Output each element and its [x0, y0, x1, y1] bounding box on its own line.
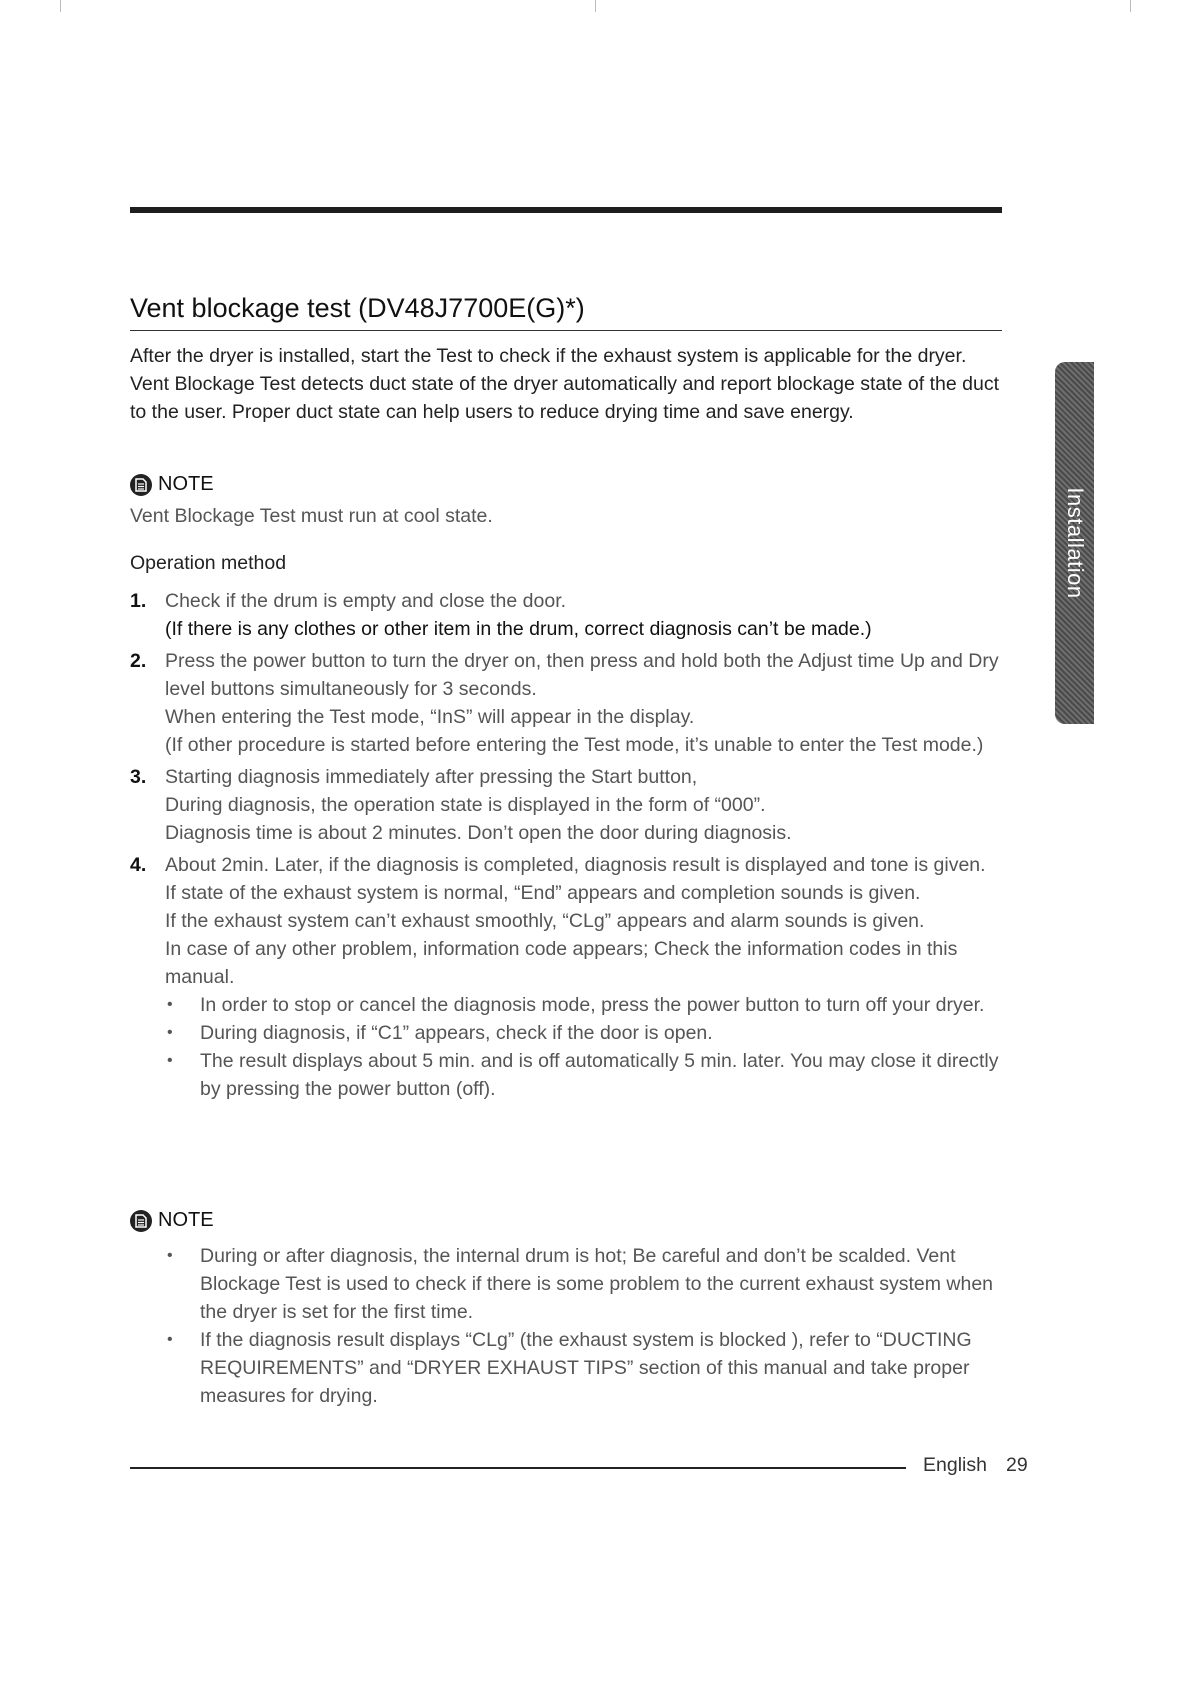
note-label: NOTE — [158, 1209, 214, 1231]
step-3 — [130, 763, 1000, 847]
note-icon — [130, 474, 152, 496]
step-line: When entering the Test mode, “InS” will appear in the display. — [165, 706, 695, 728]
step-line: If state of the exhaust system is normal, “End” appears and completion sounds is given. — [165, 882, 921, 904]
note-bullets — [165, 1242, 1000, 1410]
step-line: Diagnosis time is about 2 minutes. Don’t open the door during diagnosis. — [165, 822, 792, 844]
step-4-bullets — [165, 991, 1000, 1103]
bullet-item: • During diagnosis, if “C1” appears, check if the door is open. — [165, 1019, 1000, 1047]
side-tab-label: Installation — [1062, 487, 1088, 599]
crop-mark — [60, 0, 61, 12]
step-line: (If other procedure is started before entering the Test mode, it’s unable to enter the Test mode.) — [165, 734, 984, 756]
bullet-item: • In order to stop or cancel the diagnosis mode, press the power button to turn off your dryer. — [165, 991, 1000, 1019]
footer-rule — [130, 1467, 906, 1469]
top-rule — [130, 207, 1002, 213]
step-line: If the exhaust system can’t exhaust smoothly, “CLg” appears and alarm sounds is given. — [165, 910, 925, 932]
step-line: Check if the drum is empty and close the door. — [165, 590, 567, 612]
steps-list — [130, 587, 1000, 1107]
step-number: 3. — [130, 766, 147, 788]
step-line: Starting diagnosis immediately after pressing the Start button, — [165, 766, 698, 788]
bullet-item: • The result displays about 5 min. and is off automatically 5 min. later. You may close it directly by pressing the power button (off). — [165, 1047, 1000, 1103]
note-text: Vent Blockage Test must run at cool state. — [130, 505, 493, 527]
step-4 — [130, 851, 1000, 1103]
step-number: 2. — [130, 650, 147, 672]
note-label: NOTE — [158, 473, 214, 495]
step-number: 4. — [130, 854, 147, 876]
step-line: In case of any other problem, information code appears; Check the information codes in this manual. — [165, 938, 958, 988]
step-line: Press the power button to turn the dryer on, then press and hold both the Adjust time Up and Dry level buttons simultaneously for 3 seconds. — [165, 650, 999, 700]
note-heading — [130, 473, 214, 496]
operation-heading: Operation method — [130, 552, 287, 574]
footer-language: English — [923, 1454, 987, 1476]
intro-paragraph: After the dryer is installed, start the Test to check if the exhaust system is applicable for the dryer. Vent Blockage Test detects duct state of the dryer automatically and report blockage state of the duct to the user. Proper duct state can help users to reduce drying time and save energy. — [130, 345, 999, 423]
section-side-tab — [1055, 362, 1094, 724]
step-1 — [130, 587, 1000, 643]
section-title: Vent blockage test (DV48J7700E(G)*) — [130, 290, 1002, 331]
step-2 — [130, 647, 1000, 759]
note-heading — [130, 1209, 214, 1232]
page-number: 29 — [1006, 1454, 1028, 1476]
note-icon — [130, 1210, 152, 1232]
crop-mark — [1130, 0, 1131, 12]
step-line: About 2min. Later, if the diagnosis is completed, diagnosis result is displayed and tone is given. — [165, 854, 986, 876]
step-number: 1. — [130, 590, 147, 612]
crop-mark — [595, 0, 596, 12]
step-line: (If there is any clothes or other item in the drum, correct diagnosis can’t be made.) — [165, 618, 872, 640]
bullet-item: • During or after diagnosis, the internal drum is hot; Be careful and don’t be scalded. Vent Blockage Test is used to check if there is some problem to the current exhaust system when the dryer is set for the first time. — [165, 1242, 1000, 1326]
step-line: During diagnosis, the operation state is displayed in the form of “000”. — [165, 794, 766, 816]
bullet-item: • If the diagnosis result displays “CLg” (the exhaust system is blocked ), refer to “DUCTING REQUIREMENTS” and “DRYER EXHAUST TIPS” section of this manual and take proper measures for drying. — [165, 1326, 1000, 1410]
